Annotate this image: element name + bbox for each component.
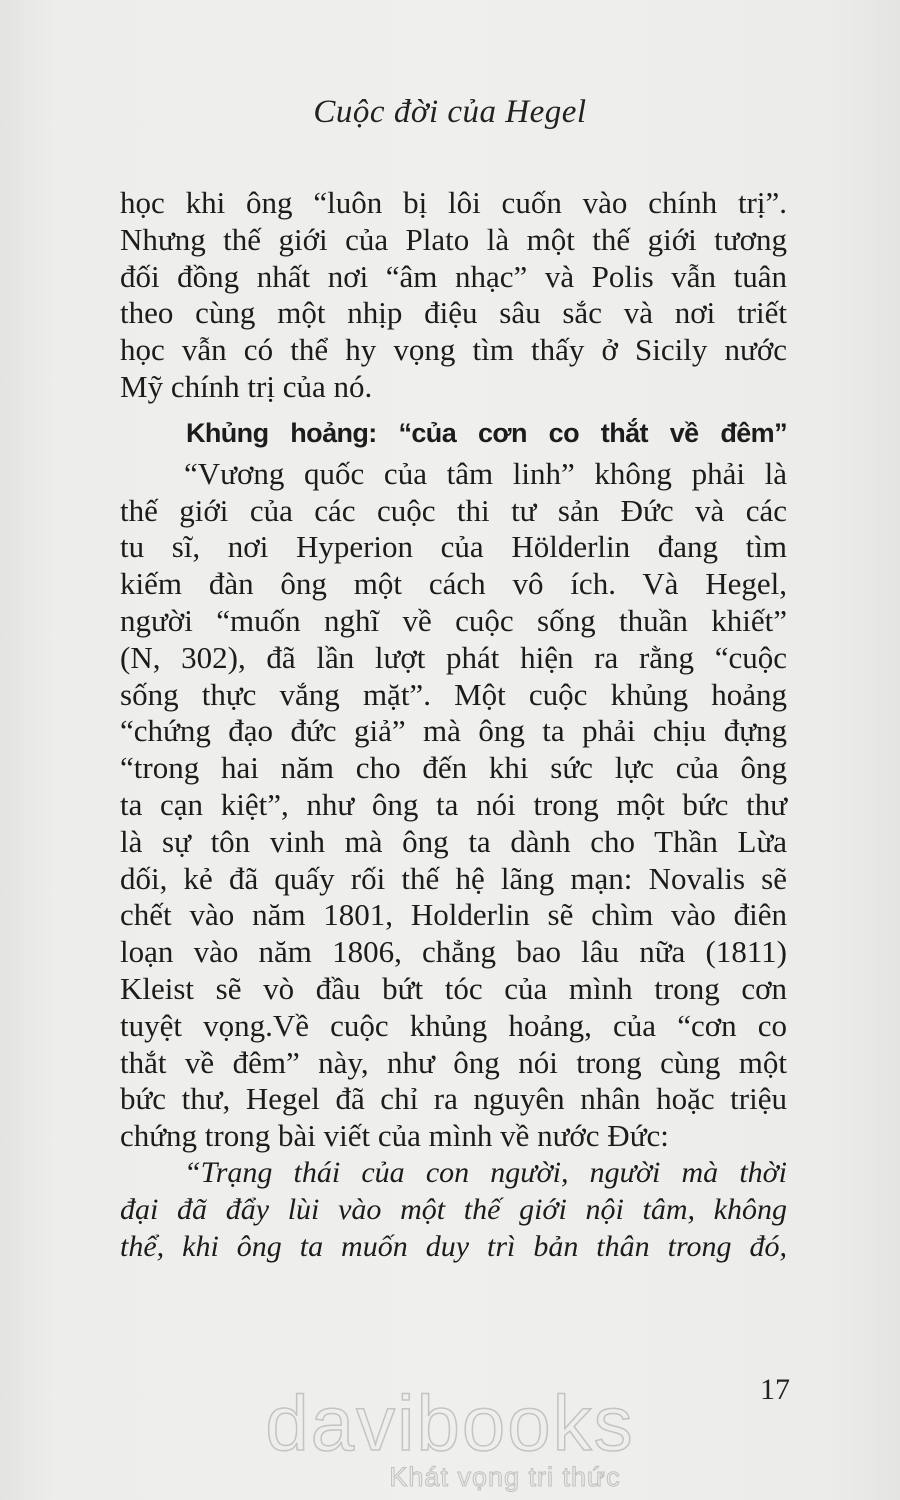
text-line: (N, 302), đã lần lượt phát hiện ra rằng “cuộc bbox=[120, 639, 787, 675]
text-line: học vẫn có thể hy vọng tìm thấy ở Sicily nước bbox=[120, 332, 787, 368]
paragraph-2 bbox=[120, 456, 787, 1155]
text-line: “Vương quốc của tâm linh” không phải là bbox=[184, 455, 787, 491]
text-line: loạn vào năm 1806, chẳng bao lâu nữa (1811) bbox=[120, 934, 787, 970]
text-line: tuyệt vọng.Về cuộc khủng hoảng, của “cơn co bbox=[120, 1007, 787, 1043]
text-line: Kleist sẽ vò đầu bứt tóc của mình trong cơn bbox=[120, 970, 787, 1006]
text-line: theo cùng một nhịp điệu sâu sắc và nơi triết bbox=[120, 295, 787, 331]
text-line: Nhưng thế giới của Plato là một thế giới tương bbox=[120, 221, 787, 257]
text-line: “chứng đạo đức giả” mà ông ta phải chịu đựng bbox=[120, 713, 787, 749]
text-line: là sự tôn vinh mà ông ta dành cho Thần Lừa bbox=[120, 823, 787, 859]
text-line: ta cạn kiệt”, như ông ta nói trong một bức thư bbox=[120, 786, 787, 822]
quote-line: “Trạng thái của con người, người mà thời bbox=[184, 1155, 787, 1189]
text-line: bức thư, Hegel đã chỉ ra nguyên nhân hoặc triệu bbox=[120, 1081, 787, 1117]
text-line: Mỹ chính trị của nó. bbox=[120, 368, 373, 404]
body-text bbox=[120, 185, 787, 1265]
text-line: học khi ông “luôn bị lôi cuốn vào chính trị”. bbox=[120, 185, 787, 220]
text-line: chứng trong bài viết của mình về nước Đức: bbox=[120, 1118, 669, 1154]
text-line: sống thực vắng mặt”. Một cuộc khủng hoảng bbox=[120, 676, 787, 712]
page-number: 17 bbox=[760, 1373, 790, 1406]
text-line: dối, kẻ đã quấy rối thế hệ lãng mạn: Novalis sẽ bbox=[120, 860, 787, 896]
quote-line: đại đã đẩy lùi vào một thế giới nội tâm, không bbox=[120, 1192, 787, 1226]
section-heading: Khủng hoảng: “của cơn co thắt về đêm” bbox=[186, 417, 787, 448]
running-title: Cuộc đời của Hegel bbox=[313, 94, 587, 130]
text-line: kiếm đàn ông một cách vô ích. Và Hegel, bbox=[120, 566, 787, 602]
paragraph-1 bbox=[120, 185, 787, 406]
text-line: thắt về đêm” này, như ông nói trong cùng một bbox=[120, 1044, 787, 1080]
block-quote bbox=[120, 1155, 787, 1265]
watermark-brand: davibooks bbox=[265, 1379, 635, 1467]
text-line: đối đồng nhất nơi “âm nhạc” và Polis vẫn tuân bbox=[120, 258, 787, 294]
text-line: “trong hai năm cho đến khi sức lực của ông bbox=[120, 750, 787, 786]
quote-line: thể, khi ông ta muốn duy trì bản thân trong đó, bbox=[120, 1229, 787, 1263]
text-line: chết vào năm 1801, Holderlin sẽ chìm vào điên bbox=[120, 897, 787, 933]
text-line: tu sĩ, nơi Hyperion của Hölderlin đang tìm bbox=[120, 529, 787, 565]
watermark-tagline: Khát vọng tri thức bbox=[389, 1462, 621, 1492]
text-line: thế giới của các cuộc thi tư sản Đức và các bbox=[120, 492, 787, 528]
text-line: người “muốn nghĩ về cuộc sống thuần khiết” bbox=[120, 602, 787, 638]
